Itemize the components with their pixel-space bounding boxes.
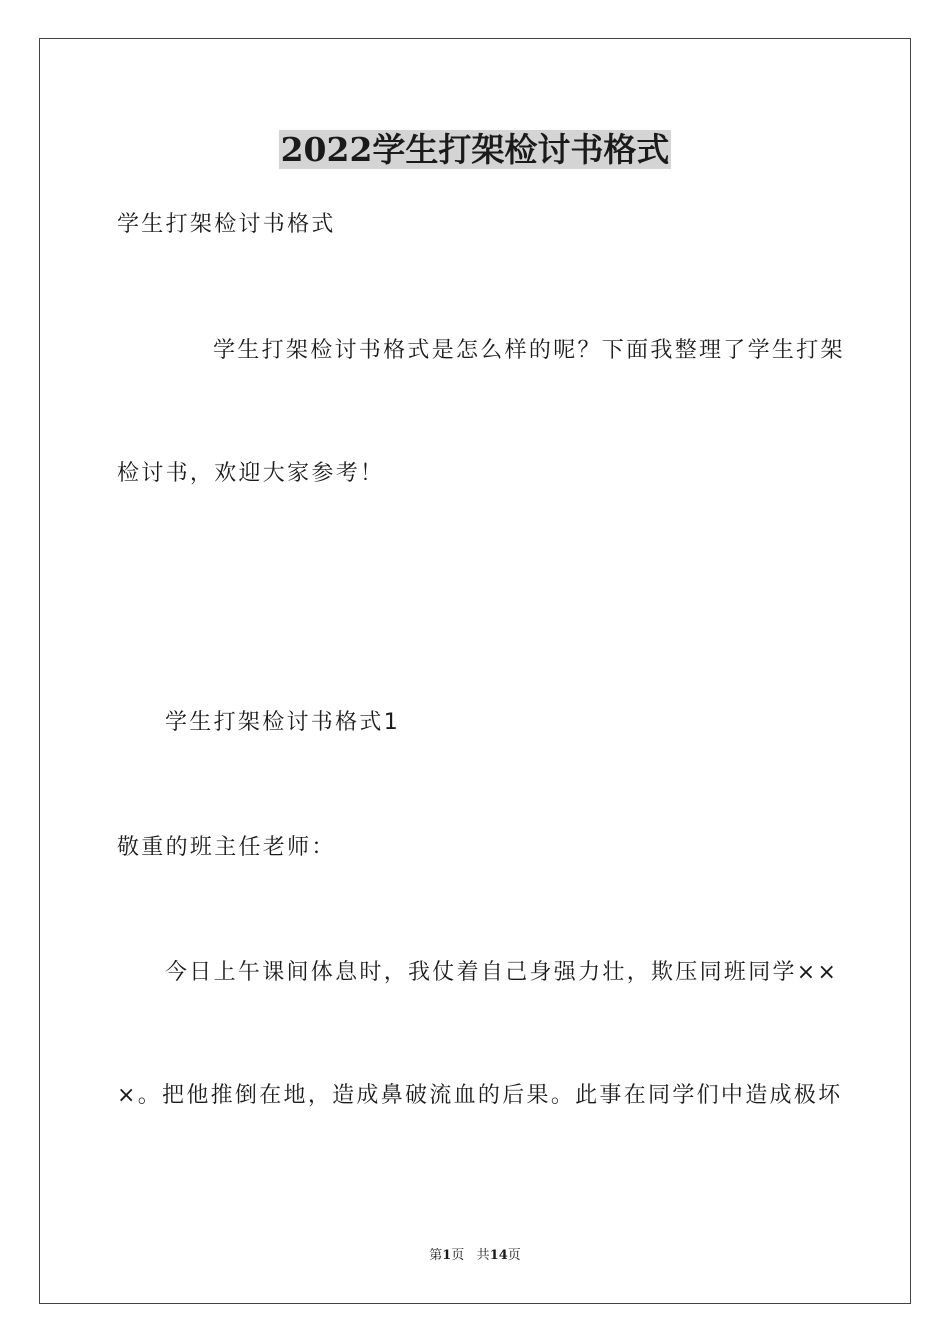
document-title (0, 128, 950, 172)
page-total: 14 (489, 1248, 508, 1263)
page-suffix: 页 (451, 1248, 465, 1263)
intro-line-2: 检讨书，欢迎大家参考！ (117, 461, 385, 486)
page-prefix: 第 (429, 1248, 443, 1263)
section-heading: 学生打架检讨书格式1 (165, 710, 400, 735)
page-current: 1 (442, 1248, 452, 1263)
total-suffix: 页 (507, 1248, 521, 1263)
body-line-2: ×。把他推倒在地，造成鼻破流血的后果。此事在同学们中造成极坏 (117, 1083, 843, 1108)
total-prefix: 共 (476, 1248, 490, 1263)
subtitle-line: 学生打架检讨书格式 (117, 212, 336, 237)
salutation-line: 敬重的班主任老师： (117, 835, 336, 860)
document-title-text: 2022学生打架检讨书格式 (280, 130, 670, 169)
body-line-1: 今日上午课间体息时，我仗着自己身强力壮，欺压同班同学×× (165, 960, 839, 985)
intro-line-1: 学生打架检讨书格式是怎么样的呢？下面我整理了学生打架 (213, 338, 845, 363)
page-footer (0, 1247, 950, 1265)
